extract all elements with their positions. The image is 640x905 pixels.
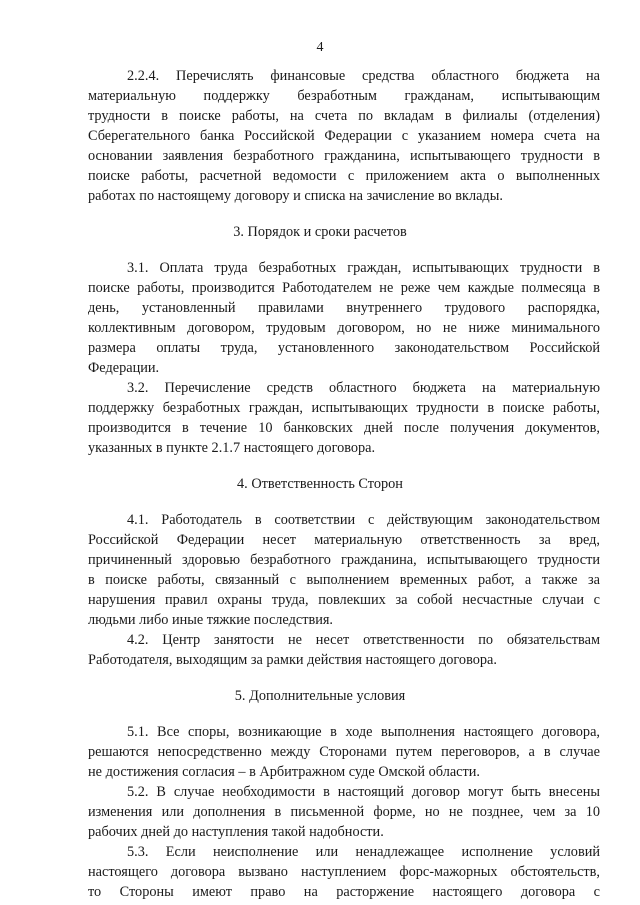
paragraph-line: основании заявления безработного гражданина, испытывающего трудности в (88, 148, 600, 164)
paragraph-line: изменения или дополнения в письменной форме, но не позднее, чем за 10 (88, 804, 600, 820)
paragraph-line: 3.1. Оплата труда безработных граждан, испытывающих трудности в (127, 260, 600, 276)
paragraph-line: людьми либо иные тяжкие последствия. (88, 612, 334, 628)
paragraph-line: нарушения правил охраны труда, повлекших за собой несчастные случаи с (88, 592, 600, 608)
paragraph-line: материальную поддержку безработным гражданам, испытывающим (88, 88, 600, 104)
paragraph-line: то Стороны имеют право на расторжение настоящего договора с (88, 884, 600, 900)
paragraph-line: размера оплаты труда, установленного законодательством Российской (88, 340, 600, 356)
paragraph-line: решаются непосредственно между Сторонами путем переговоров, а в случае (88, 744, 600, 760)
paragraph-line: Федерации. (88, 360, 160, 376)
paragraph-line: 5.3. Если неисполнение или ненадлежащее исполнение условий (127, 844, 600, 860)
paragraph-line: Российской Федерации несет материальную ответственность за вред, (88, 532, 600, 548)
paragraph-line: работах по настоящему договору и списка на зачисление во вклады. (88, 188, 503, 204)
section-heading: 4. Ответственность Сторон (237, 476, 403, 492)
page-number: 4 (316, 40, 324, 55)
paragraph-line: не достижения согласия – в Арбитражном суде Омской области. (88, 764, 481, 780)
section-heading: 3. Порядок и сроки расчетов (233, 224, 407, 240)
paragraph-line: 4.1. Работодатель в соответствии с действующим законодательством (127, 512, 600, 528)
section-heading: 5. Дополнительные условия (234, 688, 406, 704)
paragraph-line: указанных в пункте 2.1.7 настоящего договора. (88, 440, 376, 456)
paragraph-line: коллективным договором, трудовым договором, но не ниже минимального (88, 320, 600, 336)
paragraph-line: рабочих дней до наступления такой надобности. (88, 824, 384, 840)
paragraph-line: 4.2. Центр занятости не несет ответственности по обязательствам (127, 632, 600, 648)
paragraph-line: поиске работы, производится Работодателем не реже чем каждые полмесяца в (88, 280, 600, 296)
paragraph-line: производится в течение 10 банковских дней после получения документов, (88, 420, 600, 436)
paragraph-line: день, установленный правилами внутреннего трудового распорядка, (88, 300, 600, 316)
paragraph-line: в поиске работы, связанный с выполнением временных работ, а также за (88, 572, 600, 588)
paragraph-line: поиске работы, расчетной ведомости с приложением акта о выполненных (88, 168, 600, 184)
paragraph-line: 5.2. В случае необходимости в настоящий договор могут быть внесены (127, 784, 600, 800)
paragraph-line: поддержку безработных граждан, испытывающих трудности в поиске работы, (88, 400, 600, 416)
paragraph-line: настоящего договора вызвано наступлением форс-мажорных обстоятельств, (88, 864, 600, 880)
paragraph-line: 5.1. Все споры, возникающие в ходе выполнения настоящего договора, (127, 724, 600, 740)
paragraph-line: 3.2. Перечисление средств областного бюджета на материальную (127, 380, 600, 396)
paragraph-line: Работодателя, выходящим за рамки действия настоящего договора. (88, 652, 497, 668)
paragraph-line: 2.2.4. Перечислять финансовые средства областного бюджета на (127, 68, 600, 84)
paragraph-line: Сберегательного банка Российской Федерации с указанием номера счета на (88, 128, 600, 144)
paragraph-line: причиненный здоровью безработного гражданина, испытывающего трудности (88, 552, 600, 568)
paragraph-line: трудности в поиске работы, на счета по вкладам в филиалы (отделения) (88, 108, 600, 124)
